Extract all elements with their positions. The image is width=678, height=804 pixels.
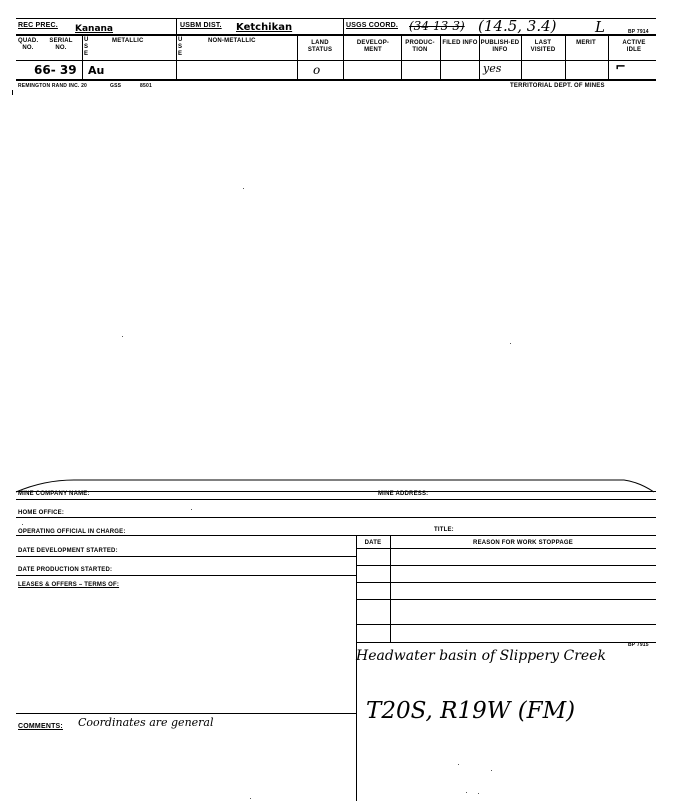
reason-column-header: REASON FOR WORK STOPPAGE [473, 540, 573, 546]
col-use-metallic: U S E [84, 37, 89, 57]
col-active-idle: ACTIVE IDLE [622, 40, 646, 53]
township-note: T20S, R19W (FM) [366, 698, 576, 724]
date-development-started-label: DATE DEVELOPMENT STARTED: [18, 548, 118, 554]
card-tab-outline [14, 474, 658, 496]
rec-prec-label: REC PREC. [18, 22, 58, 29]
lower-form-number: BP 7915 [628, 642, 649, 648]
usgs-coord-value: (14.5, 3.4) [478, 17, 557, 35]
record-active-idle: ⌐ [615, 60, 626, 75]
col-use-nonmetallic: U S E [178, 37, 183, 57]
usbm-dist-label: USBM DIST. [180, 22, 222, 29]
col-production: PRODUC-TION [405, 40, 435, 53]
title-label: TITLE: [434, 527, 454, 533]
rec-prec-value: Kanana [75, 24, 114, 34]
merit-mark: L [595, 18, 605, 36]
col-serial-no: SERIAL NO. [49, 38, 73, 51]
col-non-metallic: NON-METALLIC [208, 38, 256, 44]
comments-value: Coordinates are general [78, 716, 214, 729]
printer-code-1: GSS [110, 83, 122, 89]
record-quad-serial: 66- 39 [34, 63, 77, 77]
col-development: DEVELOP-MENT [356, 40, 390, 53]
home-office-label: HOME OFFICE: [18, 510, 65, 516]
col-merit: MERIT [576, 40, 596, 46]
col-filed-info: FILED INFO [442, 40, 478, 46]
col-published-info: PUBLISH-ED INFO [480, 40, 520, 53]
col-quad-no: QUAD. NO. [18, 38, 39, 51]
usgs-coord-struck: (34-13-3) [409, 19, 465, 33]
date-column-header: DATE [364, 540, 382, 546]
printer-imprint: REMINGTON RAND INC. 20 [18, 83, 88, 89]
location-note: Headwater basin of Slippery Creek [356, 648, 606, 664]
record-published-info: yes [483, 62, 502, 75]
comments-label: COMMENTS: [18, 723, 63, 730]
record-metallic: Au [88, 64, 105, 77]
operating-official-label: OPERATING OFFICIAL IN CHARGE: [18, 529, 126, 535]
col-last-visited: LAST VISITED [530, 40, 556, 53]
mine-address-label: MINE ADDRESS: [378, 491, 429, 497]
department-name: TERRITORIAL DEPT. OF MINES [510, 83, 605, 89]
printer-code-2: 8501 [140, 83, 152, 89]
usgs-coord-label: USGS COORD. [346, 22, 398, 29]
col-land-status: LAND STATUS [307, 40, 333, 53]
date-production-started-label: DATE PRODUCTION STARTED: [18, 567, 113, 573]
mine-company-name-label: MINE COMPANY NAME: [18, 491, 90, 497]
usbm-dist-value: Ketchikan [236, 22, 293, 33]
leases-offers-label: LEASES & OFFERS – TERMS OF: [18, 582, 120, 588]
form-number: BP 7914 [628, 29, 649, 35]
col-metallic: METALLIC [112, 38, 144, 44]
record-land-status: o [313, 63, 321, 77]
